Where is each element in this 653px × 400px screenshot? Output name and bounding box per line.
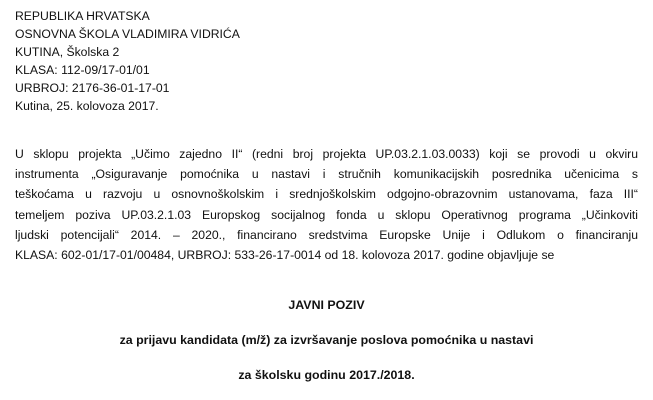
country-line: REPUBLIKA HRVATSKA (15, 9, 150, 23)
letterhead (15, 7, 240, 115)
paragraph-line: KLASA: 602-01/17-01/00484, URBROJ: 533-26-17-0014 od 18. kolovoza 2017. godine objavljuje se (15, 248, 555, 263)
document-heading: JAVNI POZIV (288, 298, 365, 312)
urbroj-line: URBROJ: 2176-36-01-17-01 (15, 81, 170, 95)
paragraph-line: instrumenta „Osiguravanje pomoćnika u nastavi i stručnih komunikacijskih posrednika učenicima s (15, 167, 638, 182)
date-line: Kutina, 25. kolovoza 2017. (15, 99, 159, 113)
school-name-line: OSNOVNA ŠKOLA VLADIMIRA VIDRIĆA (15, 27, 240, 41)
paragraph-line: temeljem poziva UP.03.2.1.03 Europskog socijalnog fonda u sklopu Operativnog programa „Učinkoviti (15, 207, 638, 222)
school-year-line: za školsku godinu 2017./2018. (238, 368, 415, 382)
paragraph-line: teškoćama u razvoju u osnovnoškolskim i srednjoškolskim odgojno-obrazovnim ustanovama, faza III“ (15, 187, 638, 202)
klasa-line: KLASA: 112-09/17-01/01 (15, 63, 150, 77)
document-subtitle: za prijavu kandidata (m/ž) za izvršavanje poslova pomoćnika u nastavi (119, 333, 534, 347)
intro-paragraph (15, 144, 638, 265)
paragraph-line: U sklopu projekta „Učimo zajedno II“ (redni broj projekta UP.03.2.1.03.0033) koji se provodi u okviru (15, 147, 638, 161)
paragraph-line: ljudski potencijali“ 2014. – 2020., financirano sredstvima Europske Unije i Odlukom o financiranju (15, 227, 638, 242)
address-line: KUTINA, Školska 2 (15, 45, 120, 59)
